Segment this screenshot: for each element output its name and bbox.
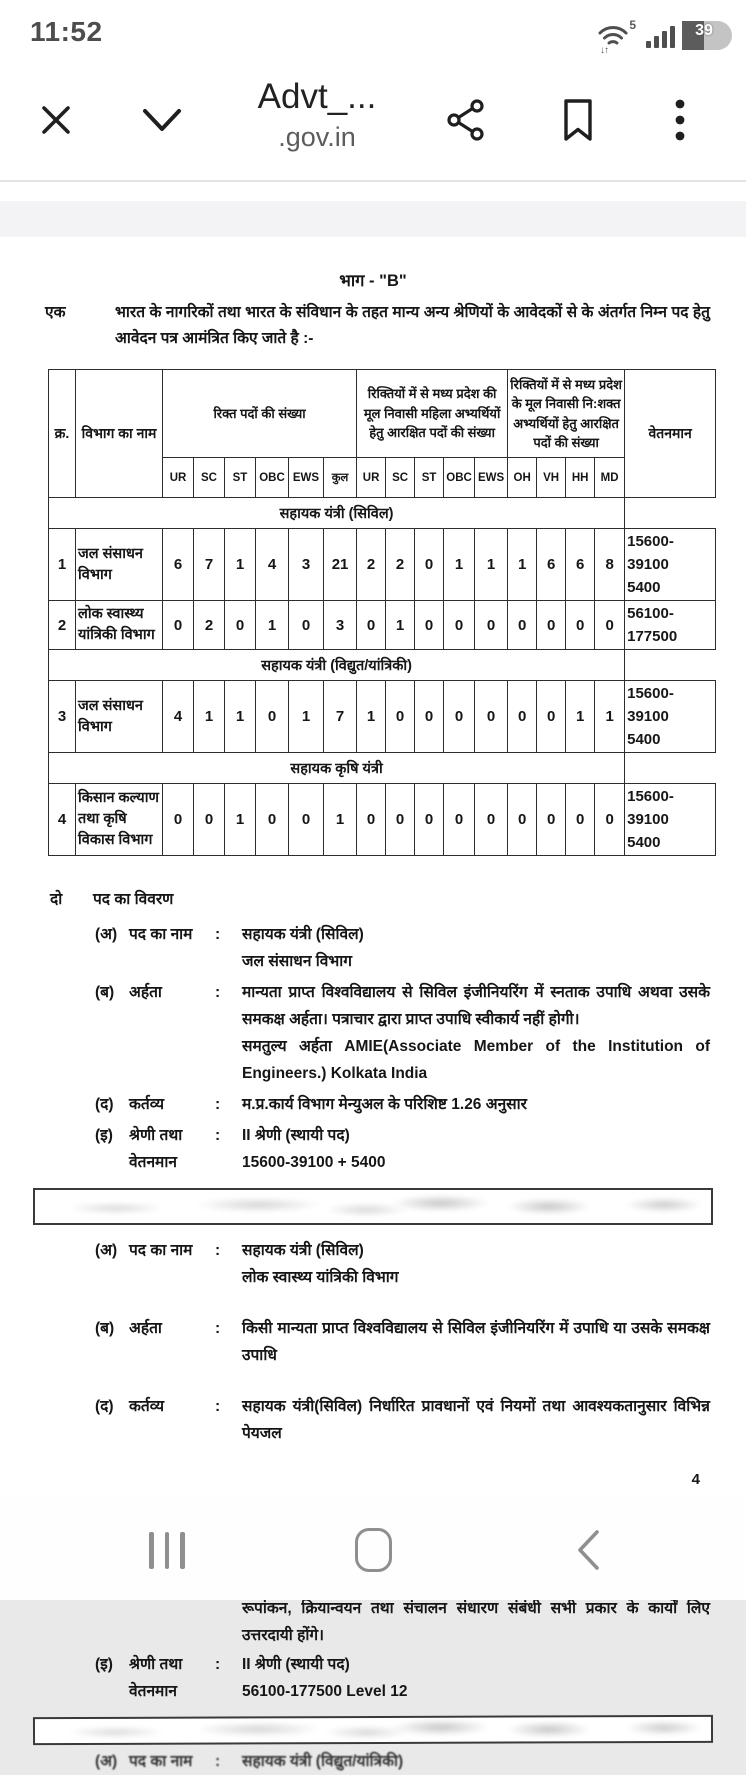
table-row — [49, 784, 716, 856]
cell-department: जल संसाधन विभाग — [76, 681, 163, 753]
vacancy-table-body — [49, 498, 716, 856]
col-group-disabled-reserved: रिक्तियों में से मध्य प्रदेश के मूल निवासी नि:शक्त अभ्यर्थियों हेतु आरक्षित पदों की संख्या — [508, 370, 625, 458]
subcol: EWS — [475, 458, 508, 498]
table-row — [49, 601, 716, 650]
cell-serial: 3 — [49, 681, 76, 753]
detail-letter: (इ) — [95, 1127, 113, 1144]
detail-block-1 — [0, 921, 746, 1176]
detail-colon: : — [215, 1242, 221, 1259]
detail-item — [0, 1315, 746, 1369]
subcol: HH — [566, 458, 595, 498]
cell-vacancy: 0 — [289, 601, 324, 650]
detail-item — [0, 1393, 746, 1447]
cell-disabled-reserved: 0 — [566, 601, 595, 650]
bookmark-button[interactable] — [554, 70, 602, 170]
detail-item — [0, 1091, 746, 1118]
cell-disabled-reserved: 0 — [508, 681, 537, 753]
recents-icon — [149, 1532, 185, 1569]
home-button[interactable] — [347, 1524, 399, 1576]
cell-disabled-reserved: 0 — [537, 681, 566, 753]
wifi-traffic-arrows: ↓↑ — [600, 45, 608, 56]
intro-number-label: एक — [45, 304, 66, 321]
cell-disabled-reserved: 0 — [508, 601, 537, 650]
smudge-texture — [35, 1190, 711, 1223]
close-button[interactable] — [32, 70, 80, 170]
details-heading — [0, 887, 746, 909]
detail-item — [0, 1237, 746, 1291]
overflow-menu-button[interactable] — [656, 70, 704, 170]
cell-disabled-reserved: 0 — [537, 784, 566, 856]
cell-vacancy: 1 — [194, 681, 225, 753]
cell-vacancy: 0 — [256, 784, 289, 856]
subcol: EWS — [289, 458, 324, 498]
cell-vacancy: 1 — [225, 784, 256, 856]
close-icon — [36, 100, 76, 140]
cell-vacancy: 1 — [256, 601, 289, 650]
subcol: ST — [415, 458, 444, 498]
cell-pay-scale: 15600-39100 5400 — [625, 681, 716, 753]
table-section-title: सहायक यंत्री (विद्युत/यांत्रिकी) — [49, 650, 625, 681]
detail-label: पद का नाम — [129, 1753, 193, 1770]
subcol: OH — [508, 458, 537, 498]
cell-vacancy: 0 — [194, 784, 225, 856]
cell-serial: 1 — [49, 529, 76, 601]
cell-women-reserved: 0 — [357, 601, 386, 650]
cell-pay-scale: 15600-39100 5400 — [625, 784, 716, 856]
redacted-strip — [33, 1715, 713, 1745]
detail-item — [0, 1651, 746, 1705]
more-vertical-icon — [675, 98, 685, 142]
cell-vacancy: 0 — [163, 601, 194, 650]
table-section-row — [49, 650, 716, 681]
details-title: पद का विवरण — [93, 891, 174, 908]
previous-page-edge — [0, 180, 746, 182]
detail-colon: : — [215, 1656, 221, 1673]
details-number-label: दो — [50, 891, 63, 908]
home-icon — [355, 1528, 392, 1572]
cell-vacancy: 1 — [225, 529, 256, 601]
cell-women-reserved: 0 — [475, 784, 508, 856]
detail-label: श्रेणी तथा वेतनमान — [129, 1127, 183, 1171]
cell-disabled-reserved: 1 — [508, 529, 537, 601]
bookmark-icon — [559, 97, 597, 143]
document-title-block[interactable] — [222, 76, 412, 156]
share-button[interactable] — [442, 70, 490, 170]
detail-value: II श्रेणी (स्थायी पद) 56100-177500 Level 12 — [242, 1656, 408, 1700]
cell-vacancy: 7 — [194, 529, 225, 601]
cell-women-reserved: 0 — [444, 601, 475, 650]
cell-women-reserved: 2 — [386, 529, 415, 601]
redacted-strip — [33, 1188, 713, 1225]
cell-vacancy: 0 — [225, 601, 256, 650]
subcol: SC — [194, 458, 225, 498]
clock: 11:52 — [30, 16, 103, 47]
intro-text: भारत के नागरिकों तथा भारत के संविधान के तहत मान्य अन्य श्रेणियों के आवेदकों से के अंतर्गत निम्न पद हेतु आवेदन पत्र आमंत्रित किए जाते है :- — [115, 304, 710, 347]
detail-colon: : — [215, 1127, 221, 1144]
col-group-vacancies: रिक्त पदों की संख्या — [163, 370, 357, 458]
cell-women-reserved: 2 — [357, 529, 386, 601]
cell-vacancy: 4 — [163, 681, 194, 753]
document-source: .gov.in — [278, 122, 356, 152]
cell-vacancy: 4 — [256, 529, 289, 601]
detail-letter: (अ) — [95, 1753, 118, 1770]
detail-label: कर्तव्य — [129, 1398, 165, 1415]
detail-value: सहायक यंत्री(सिविल) निर्धारित प्रावधानों एवं नियमों तथा आवश्यकतानुसार विभिन्न पेयजल — [242, 1398, 710, 1442]
cell-disabled-reserved: 0 — [595, 784, 625, 856]
detail-letter: (द) — [95, 1398, 114, 1415]
detail-value: सहायक यंत्री (सिविल) जल संसाधन विभाग — [242, 926, 364, 970]
detail-colon: : — [215, 1753, 221, 1770]
cell-women-reserved: 0 — [357, 784, 386, 856]
page-number: 4 — [691, 1471, 700, 1488]
detail-letter: (ब) — [95, 984, 115, 1001]
subcol: SC — [386, 458, 415, 498]
cell-women-reserved: 1 — [386, 601, 415, 650]
cell-vacancy: 1 — [225, 681, 256, 753]
pdf-viewer-toolbar — [0, 70, 746, 170]
cell-women-reserved: 0 — [475, 601, 508, 650]
table-row — [49, 681, 716, 753]
page-gap-band — [0, 201, 746, 237]
cell-disabled-reserved: 0 — [566, 784, 595, 856]
detail-letter: (अ) — [95, 1242, 118, 1259]
wifi-band-label: 5 — [629, 18, 636, 32]
detail-colon: : — [215, 1096, 221, 1113]
table-row — [49, 529, 716, 601]
cell-women-reserved: 0 — [444, 784, 475, 856]
detail-colon: : — [215, 1398, 221, 1415]
detail-label: पद का नाम — [129, 926, 193, 943]
vacancy-table — [48, 369, 716, 856]
cell-women-reserved: 0 — [444, 681, 475, 753]
detail-value: सहायक यंत्री (विद्युत/यांत्रिकी) — [242, 1753, 404, 1770]
detail-item — [0, 1748, 746, 1775]
detail-label: पद का नाम — [129, 1242, 193, 1259]
cell-signal-icon — [646, 26, 676, 48]
table-section-row — [49, 753, 716, 784]
table-section-title: सहायक कृषि यंत्री — [49, 753, 625, 784]
collapse-button[interactable] — [138, 70, 186, 170]
cell-department: लोक स्वास्थ्य यांत्रिकी विभाग — [76, 601, 163, 650]
cell-vacancy: 2 — [194, 601, 225, 650]
cell-pay-scale: 56100- 177500 — [625, 601, 716, 650]
cell-vacancy: 0 — [289, 784, 324, 856]
cell-women-reserved: 0 — [415, 529, 444, 601]
cell-vacancy: 0 — [163, 784, 194, 856]
cell-disabled-reserved: 0 — [537, 601, 566, 650]
subcol: UR — [163, 458, 194, 498]
subcol: कुल — [324, 458, 357, 498]
cell-vacancy: 7 — [324, 681, 357, 753]
subcol: OBC — [444, 458, 475, 498]
cell-disabled-reserved: 1 — [566, 681, 595, 753]
cell-vacancy: 6 — [163, 529, 194, 601]
detail-letter: (इ) — [95, 1656, 113, 1673]
detail-value: सहायक यंत्री (सिविल) लोक स्वास्थ्य यांत्रिकी विभाग — [242, 1242, 399, 1286]
cell-vacancy: 1 — [324, 784, 357, 856]
intro-paragraph — [0, 300, 746, 352]
subcol: OBC — [256, 458, 289, 498]
detail-colon: : — [215, 926, 221, 943]
cell-serial: 2 — [49, 601, 76, 650]
wifi-icon — [598, 18, 638, 56]
cell-disabled-reserved: 8 — [595, 529, 625, 601]
detail-colon: : — [215, 1320, 221, 1337]
detail-value: किसी मान्यता प्राप्त विश्वविद्यालय से सिविल इंजीनियरिंग में उपाधि या उसके समकक्ष उपाधि — [242, 1320, 710, 1364]
chevron-down-icon — [140, 105, 184, 135]
cell-department: किसान कल्याण तथा कृषि विकास विभाग — [76, 784, 163, 856]
subcol: VH — [537, 458, 566, 498]
detail-value: II श्रेणी (स्थायी पद) 15600-39100 + 5400 — [242, 1127, 386, 1171]
detail-item — [0, 979, 746, 1087]
back-button[interactable] — [562, 1524, 614, 1576]
status-bar — [0, 0, 746, 70]
cell-department: जल संसाधन विभाग — [76, 529, 163, 601]
cell-women-reserved: 1 — [475, 529, 508, 601]
col-group-women-reserved: रिक्तियों में से मध्य प्रदेश की मूल निवासी महिला अभ्यर्थियों हेतु आरक्षित पदों की संख्या — [357, 370, 508, 458]
cell-disabled-reserved: 6 — [537, 529, 566, 601]
table-section-row — [49, 498, 716, 529]
detail-block-2 — [0, 1237, 746, 1447]
cell-disabled-reserved: 0 — [508, 784, 537, 856]
detail-letter: (अ) — [95, 926, 118, 943]
detail-label: अर्हता — [129, 984, 162, 1001]
cell-women-reserved: 0 — [415, 784, 444, 856]
col-department: विभाग का नाम — [76, 370, 163, 498]
cell-serial: 4 — [49, 784, 76, 856]
detail-item — [0, 1122, 746, 1176]
cell-women-reserved: 0 — [415, 601, 444, 650]
detail-item — [0, 921, 746, 975]
detail-value: रूपांकन, क्रियान्वयन तथा संचालन संधारण संबंधी सभी प्रकार के कार्यों लिए उत्तरदायी होंगे। — [242, 1600, 710, 1644]
android-nav-bar — [0, 1498, 746, 1600]
battery-percent: 39 — [695, 22, 713, 39]
subcol: ST — [225, 458, 256, 498]
cell-vacancy: 3 — [289, 529, 324, 601]
table-section-title: सहायक यंत्री (सिविल) — [49, 498, 625, 529]
cell-disabled-reserved: 6 — [566, 529, 595, 601]
col-pay-scale: वेतनमान — [625, 370, 716, 498]
subcol: MD — [595, 458, 625, 498]
cell-vacancy: 21 — [324, 529, 357, 601]
detail-label: कर्तव्य — [129, 1096, 165, 1113]
part-heading: भाग - "B" — [339, 272, 407, 290]
detail-letter: (ब) — [95, 1320, 115, 1337]
cell-vacancy: 1 — [289, 681, 324, 753]
recents-button[interactable] — [141, 1524, 193, 1576]
cell-vacancy: 3 — [324, 601, 357, 650]
battery-icon — [682, 21, 732, 50]
document-title: Advt_... — [257, 77, 377, 116]
cell-women-reserved: 0 — [386, 681, 415, 753]
detail-value: मान्यता प्राप्त विश्वविद्यालय से सिविल इंजीनियरिंग में स्नताक उपाधि अथवा उसके समकक्ष अर्हता। पत्राचार द्वारा प्राप्त उपाधि स्वीकार्य नहीं होगी। समतुल्य अर्हता AMIE(Associate Member of the Institution of Engineers.) Kolkata India — [242, 984, 710, 1082]
cell-women-reserved: 0 — [386, 784, 415, 856]
detail-label: श्रेणी तथा वेतनमान — [129, 1656, 183, 1700]
detail-colon: : — [215, 984, 221, 1001]
cell-disabled-reserved: 0 — [595, 601, 625, 650]
clipped-next-item — [0, 1748, 746, 1770]
smudge-texture — [35, 1717, 711, 1743]
detail-letter: (द) — [95, 1096, 114, 1113]
cell-women-reserved: 1 — [357, 681, 386, 753]
back-icon — [575, 1529, 601, 1571]
subcol: UR — [357, 458, 386, 498]
cell-women-reserved: 0 — [415, 681, 444, 753]
detail-value: म.प्र.कार्य विभाग मेन्युअल के परिशिष्ट 1.26 अनुसार — [242, 1096, 528, 1113]
cell-vacancy: 0 — [256, 681, 289, 753]
col-serial: क्र. — [49, 370, 76, 498]
detail-label: अर्हता — [129, 1320, 162, 1337]
cell-disabled-reserved: 1 — [595, 681, 625, 753]
share-icon — [445, 98, 487, 142]
cell-pay-scale: 15600-39100 5400 — [625, 529, 716, 601]
cell-women-reserved: 0 — [475, 681, 508, 753]
cell-women-reserved: 1 — [444, 529, 475, 601]
